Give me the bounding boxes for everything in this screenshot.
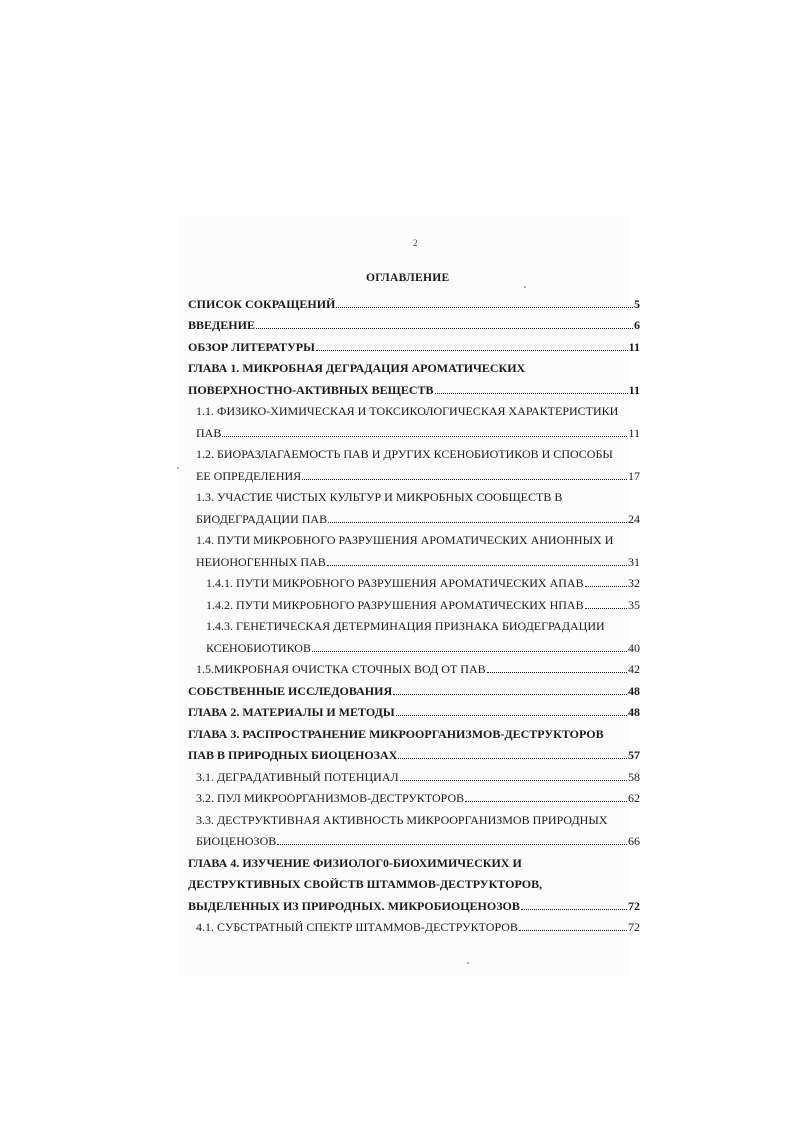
toc-entry	[188, 633, 640, 655]
toc-entry-page: 35	[628, 597, 640, 612]
toc-entry	[188, 848, 640, 870]
toc-entry	[188, 354, 640, 376]
toc-entry	[188, 397, 640, 419]
toc-entry	[188, 762, 640, 784]
toc-entry	[188, 676, 640, 698]
toc-entry-title: ПАВ	[196, 425, 222, 440]
toc-entry-title: СПИСОК СОКРАЩЕНИЙ	[188, 296, 336, 311]
toc-entry-title: БИОЦЕНОЗОВ	[196, 834, 277, 848]
toc-entry-title: ГЛАВА 1. МИКРОБНАЯ ДЕГРАДАЦИЯ АРОМАТИЧЕСКИХ	[188, 361, 526, 375]
toc-entry	[188, 461, 640, 483]
toc-entry	[188, 827, 640, 849]
toc-entry-title: БИОДЕГРАДАЦИИ ПАВ	[196, 511, 328, 526]
dot-leader	[519, 929, 627, 931]
dot-leader	[393, 693, 627, 695]
toc-entry-title: ГЛАВА 4. ИЗУЧЕНИЕ ФИЗИОЛОГ0-БИОХИМИЧЕСКИХ И	[188, 855, 522, 870]
toc-entry	[188, 547, 640, 569]
toc-entry-page: 24	[628, 511, 640, 526]
dot-leader	[316, 349, 628, 351]
dot-leader	[256, 327, 633, 329]
toc-entry	[188, 569, 640, 591]
toc-entry	[188, 311, 640, 333]
dot-leader	[336, 306, 633, 308]
toc-entry-title: СОБСТВЕННЫЕ ИССЛЕДОВАНИЯ	[188, 683, 393, 698]
toc-entry	[188, 289, 640, 311]
toc-entry-title: 1.1. ФИЗИКО-ХИМИЧЕСКАЯ И ТОКСИКОЛОГИЧЕСКАЯ ХАРАКТЕРИСТИКИ	[196, 404, 619, 418]
toc-entry	[188, 698, 640, 720]
toc-entry	[188, 332, 640, 354]
toc-entry-page: 66	[628, 834, 640, 848]
toc-entry	[188, 891, 640, 913]
toc-entry	[188, 719, 640, 741]
toc-entry	[188, 655, 640, 677]
toc-entry-page: 31	[628, 554, 640, 569]
toc-entry	[188, 483, 640, 505]
toc-heading: ОГЛАВЛЕНИЕ	[366, 272, 450, 284]
toc-entry	[188, 741, 640, 763]
toc-entry-title: 1.4. ПУТИ МИКРОБНОГО РАЗРУШЕНИЯ АРОМАТИЧЕСКИХ АНИОННЫХ И	[196, 533, 614, 547]
toc-entry-title: ЕЕ ОПРЕДЕЛЕНИЯ	[196, 468, 302, 483]
toc-entry-page: 58	[628, 769, 640, 784]
toc-entry-page: 40	[628, 640, 640, 655]
toc-entry-page: 5	[634, 296, 640, 311]
dot-leader	[400, 779, 627, 781]
page-number: 2	[413, 238, 418, 248]
toc-entry-title: ВЫДЕЛЕННЫХ ИЗ ПРИРОДНЫХ. МИКРОБИОЦЕНОЗОВ	[188, 898, 520, 913]
toc-entry-title: 1.2. БИОРАЗЛАГАЕМОСТЬ ПАВ И ДРУГИХ КСЕНОБИОТИКОВ И СПОСОБЫ	[196, 447, 613, 461]
dot-leader	[327, 564, 627, 566]
toc-entry-title: ПОВЕРХНОСТНО-АКТИВНЫХ ВЕЩЕСТВ	[188, 382, 434, 397]
toc-entry-page: 11	[628, 425, 640, 440]
toc-entry-page: 6	[634, 318, 640, 332]
toc-entry-page: 11	[628, 382, 640, 397]
toc-entry	[188, 590, 640, 612]
scan-speck	[467, 962, 469, 964]
toc-entry-page: 11	[628, 339, 640, 354]
dot-leader	[487, 671, 627, 673]
dot-leader	[277, 843, 627, 845]
toc-entry-title: ГЛАВА 2. МАТЕРИАЛЫ И МЕТОДЫ	[188, 705, 395, 719]
toc-entry-page: 48	[628, 683, 640, 698]
scan-speck	[524, 286, 526, 288]
toc-entry	[188, 418, 640, 440]
toc-entry-page: 17	[628, 468, 640, 483]
toc-entry	[188, 375, 640, 397]
toc-entry-title: ДЕСТРУКТИВНЫХ СВОЙСТВ ШТАММОВ-ДЕСТРУКТОРОВ,	[188, 877, 543, 891]
toc-entry-title: КСЕНОБИОТИКОВ	[206, 640, 311, 655]
toc-entry-title: 3.2. ПУЛ МИКРООРГАНИЗМОВ-ДЕСТРУКТОРОВ	[196, 791, 465, 805]
toc-entry-page: 72	[628, 920, 640, 934]
toc-entry	[188, 913, 640, 935]
toc-entry-title: 1.4.3. ГЕНЕТИЧЕСКАЯ ДЕТЕРМИНАЦИЯ ПРИЗНАКА БИОДЕГРАДАЦИИ	[206, 619, 605, 633]
toc-entry-title: 4.1. СУБСТРАТНЫЙ СПЕКТР ШТАММОВ-ДЕСТРУКТОРОВ	[196, 920, 518, 934]
toc-entry-title: 1.3. УЧАСТИЕ ЧИСТЫХ КУЛЬТУР И МИКРОБНЫХ СООБЩЕСТВ В	[196, 490, 563, 504]
toc-entry	[188, 784, 640, 806]
toc-entry	[188, 805, 640, 827]
toc-entry-page: 42	[628, 662, 640, 676]
toc-entry	[188, 440, 640, 462]
toc-entry-title: 1.5.МИКРОБНАЯ ОЧИСТКА СТОЧНЫХ ВОД ОТ ПАВ	[196, 662, 486, 676]
toc-entry	[188, 870, 640, 892]
toc-entry	[188, 526, 640, 548]
toc-entry	[188, 612, 640, 634]
toc-entry-title: ОБЗОР ЛИТЕРАТУРЫ	[188, 339, 315, 354]
dot-leader	[328, 521, 627, 523]
toc-entry-title: 3.1. ДЕГРАДАТИВНЫЙ ПОТЕНЦИАЛ	[196, 769, 399, 784]
dot-leader	[398, 757, 627, 759]
toc-entry-page: 62	[628, 791, 640, 805]
toc-entry-page: 32	[628, 576, 640, 590]
dot-leader	[465, 800, 627, 802]
dot-leader	[312, 650, 627, 652]
dot-leader	[585, 585, 627, 587]
toc-entry-title: ВВЕДЕНИЕ	[188, 318, 255, 332]
dot-leader	[521, 908, 627, 910]
dot-leader	[435, 392, 628, 394]
dot-leader	[585, 607, 627, 609]
table-of-contents	[188, 289, 640, 934]
dot-leader	[396, 714, 627, 716]
toc-entry	[188, 504, 640, 526]
toc-entry-title: 1.4.1. ПУТИ МИКРОБНОГО РАЗРУШЕНИЯ АРОМАТИЧЕСКИХ АПАВ	[206, 576, 584, 590]
toc-entry-title: НЕИОНОГЕННЫХ ПАВ	[196, 554, 326, 569]
toc-entry-title: ПАВ В ПРИРОДНЫХ БИОЦЕНОЗАХ	[188, 748, 398, 762]
toc-entry-title: ГЛАВА 3. РАСПРОСТРАНЕНИЕ МИКРООРГАНИЗМОВ-ДЕСТРУКТОРОВ	[188, 726, 604, 741]
dot-leader	[302, 478, 627, 480]
dot-leader	[222, 435, 627, 437]
scan-speck	[177, 467, 179, 469]
toc-entry-page: 72	[628, 898, 640, 913]
toc-entry-title: 3.3. ДЕСТРУКТИВНАЯ АКТИВНОСТЬ МИКРООРГАНИЗМОВ ПРИРОДНЫХ	[196, 812, 608, 827]
toc-entry-page: 57	[628, 748, 640, 762]
toc-entry-title: 1.4.2. ПУТИ МИКРОБНОГО РАЗРУШЕНИЯ АРОМАТИЧЕСКИХ НПАВ	[206, 597, 584, 612]
toc-entry-page: 48	[628, 705, 640, 719]
